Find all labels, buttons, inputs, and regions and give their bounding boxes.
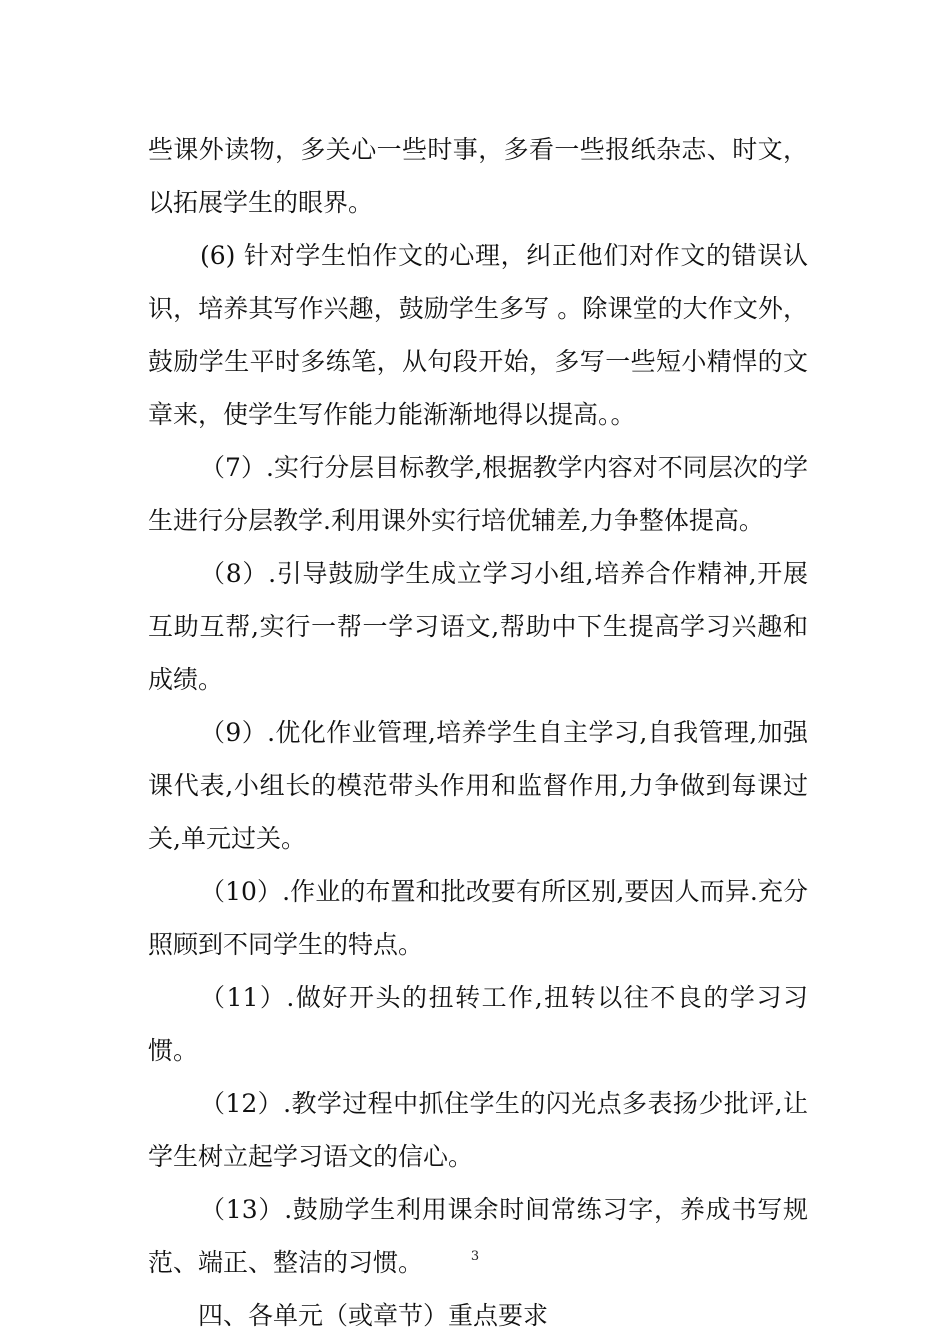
paragraph-item-6: (6) 针对学生怕作文的心理，纠正他们对作文的错误认识，培养其写作兴趣，鼓励学生多写 。除课堂的大作文外，鼓励学生平时多练笔，从句段开始，多写一些短小精悍的文章来，使学生写作能力能渐渐地得以提高。。 [148, 241, 808, 429]
paragraph-item-8: （8）.引导鼓励学生成立学习小组,培养合作精神,开展互助互帮,实行一帮一学习语文,帮助中下生提高学习兴趣和成绩。 [148, 559, 808, 694]
page-body [148, 123, 808, 1342]
paragraph-item-10: （10）.作业的布置和批改要有所区别,要因人而异.充分照顾到不同学生的特点。 [148, 877, 808, 959]
section-heading: 四、各单元（或章节）重点要求 [198, 1301, 549, 1330]
page-number: 3 [470, 1249, 480, 1264]
paragraph-item-12: （12）.教学过程中抓住学生的闪光点多表扬少批评,让学生树立起学习语文的信心。 [148, 1089, 808, 1171]
paragraph-continuation: 些课外读物，多关心一些时事，多看一些报纸杂志、时文，以拓展学生的眼界。 [148, 135, 808, 217]
paragraph-item-9: （9）.优化作业管理,培养学生自主学习,自我管理,加强课代表,小组长的模范带头作用和监督作用,力争做到每课过关,单元过关。 [148, 718, 808, 853]
paragraph-item-7: （7）.实行分层目标教学,根据教学内容对不同层次的学生进行分层教学.利用课外实行培优辅差,力争整体提高。 [148, 453, 808, 535]
paragraph-item-13: （13）.鼓励学生利用课余时间常练习字，养成书写规范、端正、整洁的习惯。 [148, 1195, 808, 1277]
paragraph-item-11: （11）.做好开头的扭转工作,扭转以往不良的学习习惯。 [148, 983, 808, 1065]
